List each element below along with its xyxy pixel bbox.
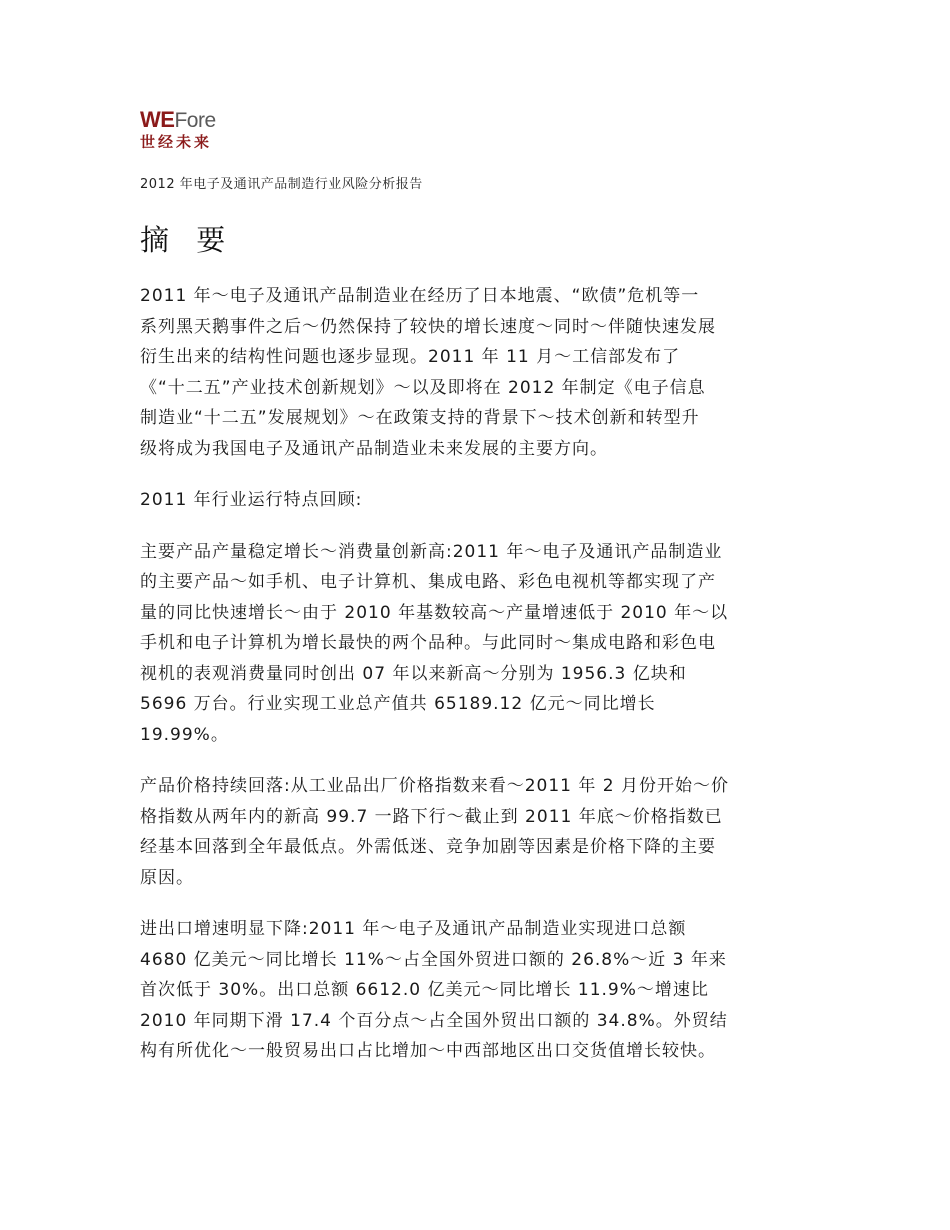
paragraph-line: 首次低于 30%。出口总额 6612.0 亿美元～同比增长 11.9%～增速比: [140, 980, 709, 1000]
paragraph-production: [140, 537, 812, 751]
paragraph-review-heading: [140, 485, 812, 516]
paragraph-line: 2011 年行业运行特点回顾:: [140, 490, 363, 510]
document-body: [140, 281, 812, 1088]
paragraph-line: 系列黑天鹅事件之后～仍然保持了较快的增长速度～同时～伴随快速发展: [140, 316, 716, 337]
report-title: 2012 年电子及通讯产品制造行业风险分析报告: [140, 177, 423, 192]
paragraph-line: 量的同比快速增长～由于 2010 年基数较高～产量增速低于 2010 年～以: [140, 602, 729, 623]
paragraph-line: 19.99%。: [140, 724, 229, 745]
paragraph-line: 手机和电子计算机为增长最快的两个品种。与此同时～集成电路和彩色电: [140, 633, 716, 653]
logo-wordmark: [140, 108, 240, 133]
paragraph-line: 进出口增速明显下降:2011 年～电子及通讯产品制造业实现进口总额: [140, 919, 687, 939]
paragraph-summary: [140, 281, 812, 464]
paragraph-line: 原因。: [140, 867, 194, 888]
wefore-logo: [140, 108, 240, 152]
paragraph-line: 构有所优化～一般贸易出口占比增加～中西部地区出口交货值增长较快。: [140, 1041, 716, 1061]
paragraph-prices: [140, 771, 812, 893]
paragraph-line: 5696 万台。行业实现工业总产值共 65189.12 亿元～同比增长: [140, 694, 656, 714]
paragraph-line: 衍生出来的结构性问题也逐步显现。2011 年 11 月～工信部发布了: [140, 347, 681, 367]
paragraph-line: 的主要产品～如手机、电子计算机、集成电路、彩色电视机等都实现了产: [140, 572, 716, 592]
logo-we: WE: [140, 107, 175, 132]
logo-fore: Fore: [174, 109, 216, 132]
paragraph-line: 2010 年同期下滑 17.4 个百分点～占全国外贸出口额的 34.8%。外贸结: [140, 1010, 728, 1031]
paragraph-line: 4680 亿美元～同比增长 11%～占全国外贸进口额的 26.8%～近 3 年来: [140, 949, 727, 970]
paragraph-line: 视机的表观消费量同时创出 07 年以来新高～分别为 1956.3 亿块和: [140, 663, 687, 684]
paragraph-trade: [140, 914, 812, 1067]
logo-chinese-name: 世经未来: [140, 133, 213, 151]
paragraph-line: 制造业“十二五”发展规划》～在政策支持的背景下～技术创新和转型升: [140, 408, 700, 428]
paragraph-line: 《“十二五”产业技术创新规划》～以及即将在 2012 年制定《电子信息: [140, 377, 706, 398]
paragraph-line: 2011 年～电子及通讯产品制造业在经历了日本地震、“欧债”危机等一: [140, 286, 700, 306]
paragraph-line: 级将成为我国电子及通讯产品制造业未来发展的主要方向。: [140, 438, 608, 459]
section-heading: 摘 要: [140, 223, 235, 257]
paragraph-line: 格指数从两年内的新高 99.7 一路下行～截止到 2011 年底～价格指数已: [140, 806, 723, 827]
paragraph-line: 产品价格持续回落:从工业品出厂价格指数来看～2011 年 2 月份开始～价: [140, 776, 730, 796]
paragraph-line: 主要产品产量稳定增长～消费量创新高:2011 年～电子及通讯产品制造业: [140, 541, 723, 562]
paragraph-line: 经基本回落到全年最低点。外需低迷、竞争加剧等因素是价格下降的主要: [140, 837, 716, 857]
